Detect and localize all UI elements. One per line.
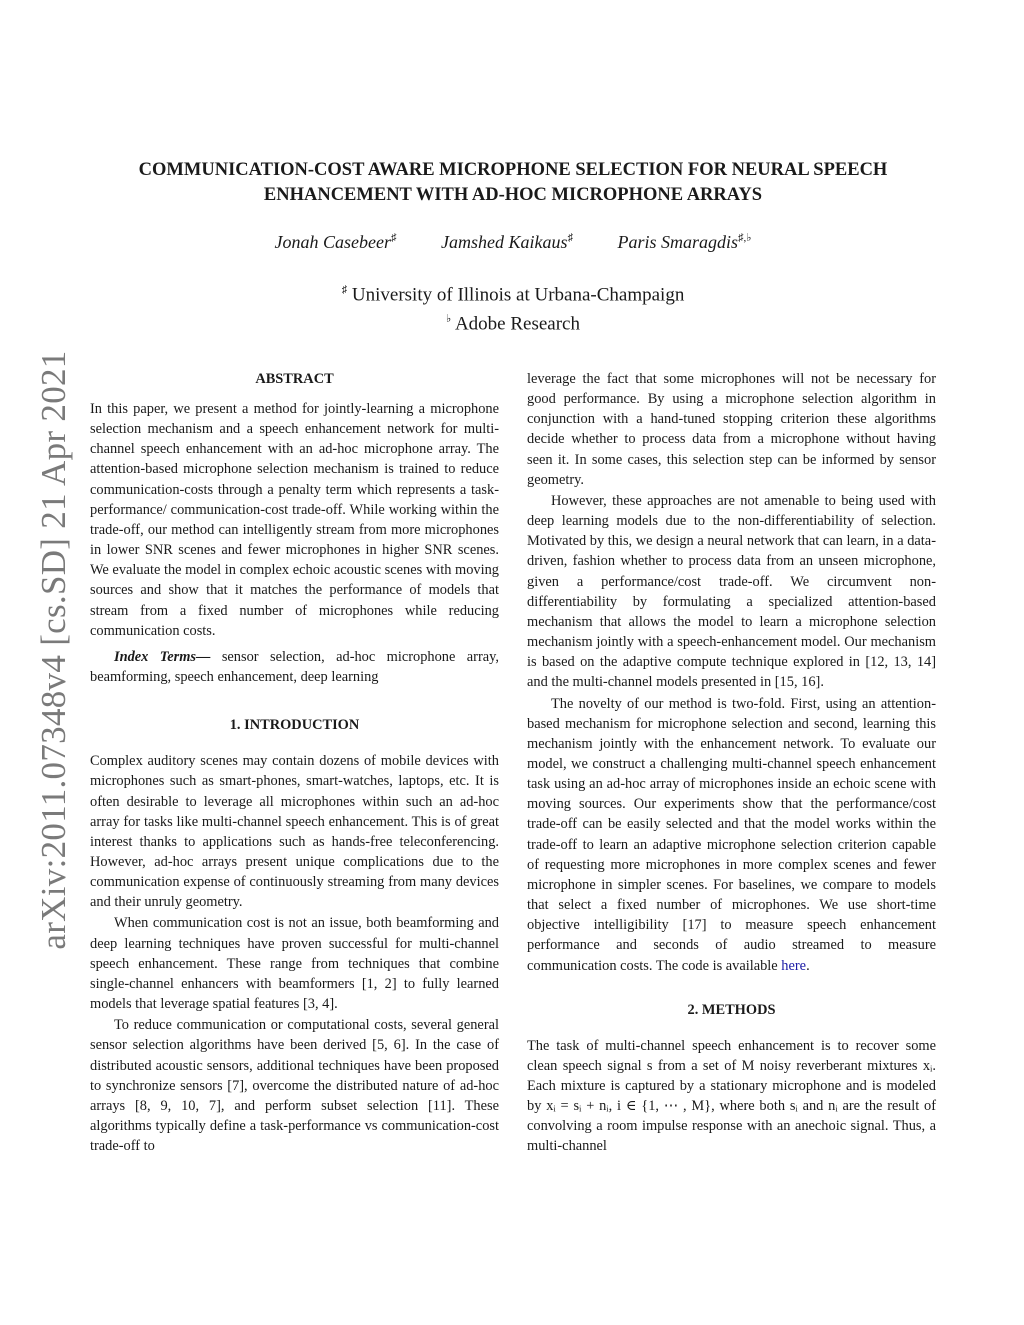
intro-paragraph: However, these approaches are not amenable to being used with deep learning models due to the non-differentiability of selection. Motivated by this, we design a neural network that can learn, in a data-driven, fashion whether to process data from an unseen microphone, given a performance/cost trade-off. We circumvent non-differentiability by formulating a specialized attention-based mechanism that allows the model to learn a microphone selection mechanism jointly with a speech-enhancement model. Our mechanism is based on the adaptive compute technique explored in [12, 13, 14] and the multi-channel models presented in [15, 16]. <box>527 492 936 691</box>
intro-paragraph: leverage the fact that some microphones will not be necessary for good performance. By using a microphone selection algorithm in conjunction with a hand-tuned stopping criterion these algorithms decide whether to process data from a microphone without having seen it. In some cases, this selection step can be informed by sensor geometry. <box>527 371 936 488</box>
intro-paragraph: To reduce communication or computational costs, several general sensor selection algorithms have been derived [5, 6]. In the case of distributed acoustic sensors, additional techniques have been proposed to synchronize sensors [7], overcome the distributed nature of ad-hoc arrays [8, 9, 10, 7], and perform subset selection [11]. These algorithms typically define a task-performance vs communication-cost trade-off to <box>90 1017 499 1155</box>
intro-paragraph-text: The novelty of our method is two-fold. First, using an attention-based mechanism for microphone selection and second, learning this mechanism jointly with the enhancement network. To evaluate our model, we construct a challenging multi-channel speech enhancement task using an ad-hoc array of microphones inside an echoic scene with moving sources. Our experiments show that the performance/cost trade-off can be easily selected and that the model works within the trade-off to learn an adaptive microphone selection criterion capable of requesting more microphones in more complex scenes and fewer microphone in simpler scenes. For baselines, we compare to models that select a fixed number of microphones. We use short-time objective intelligibility [17] to measure speech enhancement performance and seconds of audio streamed to measure communication costs. The code is available <box>527 695 936 974</box>
index-terms-label: Index Terms— <box>114 648 211 665</box>
affiliation-list <box>90 278 936 337</box>
title-line-2: ENHANCEMENT WITH AD-HOC MICROPHONE ARRAYS <box>263 185 763 205</box>
affiliation <box>90 307 936 336</box>
methods-heading: 2. METHODS <box>687 1001 776 1018</box>
intro-paragraph <box>527 694 936 976</box>
author-list <box>90 231 936 253</box>
index-terms-text: sensor selection, ad-hoc microphone array, beamforming, speech enhancement, deep learning <box>90 648 500 686</box>
affiliation-mark: ♭ <box>446 313 452 326</box>
author <box>275 232 397 253</box>
author-name: Jamshed Kaikaus <box>441 232 568 252</box>
author-name: Jonah Casebeer <box>274 232 392 252</box>
author <box>618 231 752 253</box>
title-line-1: COMMUNICATION-COST AWARE MICROPHONE SELECTION FOR NEURAL SPEECH <box>138 160 888 180</box>
author <box>441 232 573 253</box>
intro-paragraph: When communication cost is not an issue, both beamforming and deep learning techniques have proven successful for multi-channel speech enhancement. These range from techniques that combine single-channel enhancers with beamformers [1, 2] to fully learned models that leverage spatial features [3, 4]. <box>90 915 499 1013</box>
affiliation-name: Adobe Research <box>454 313 580 335</box>
paper-title <box>90 158 936 208</box>
methods-paragraph: The task of multi-channel speech enhancement is to recover some clean speech signal s from a set of M noisy reverberant mixtures xᵢ. Each mixture is captured by a stationary microphone and is modeled by xᵢ = sᵢ + nᵢ, i ∈ {1, ⋯ , M}, where both sᵢ and nᵢ are the result of convolving a room impulse response with an anechoic signal. Thus, a multi-channel <box>527 1037 936 1155</box>
author-affiliation-mark: ♯,♭ <box>738 232 752 244</box>
index-terms <box>90 647 499 687</box>
abstract-heading: ABSTRACT <box>255 371 334 387</box>
code-link[interactable]: here <box>781 957 807 974</box>
arxiv-identifier[interactable]: arXiv:2011.07348v4 [cs.SD] 21 Apr 2021 <box>34 350 73 950</box>
affiliation <box>90 278 936 307</box>
author-name: Paris Smaragdis <box>617 232 739 252</box>
author-affiliation-mark: ♯ <box>391 232 397 244</box>
intro-paragraph-end: . <box>806 957 810 974</box>
affiliation-name: University of Illinois at Urbana-Champaign <box>351 284 685 306</box>
right-column <box>527 369 936 1157</box>
abstract-text: In this paper, we present a method for jointly-learning a microphone selection mechanism and a speech enhancement network for multi-channel speech enhancement with an ad-hoc microphone array. The attention-based microphone selection mechanism is trained to reduce communication-costs through a penalty term which represents a task-performance/ communication-cost trade-off. While working within the trade-off, our method can intelligently stream from more microphones in lower SNR scenes and fewer microphones in higher SNR scenes. We evaluate the model in complex echoic acoustic scenes with moving sources and show that it matches the performance of models that stream from a fixed number of microphones while reducing communication costs. <box>90 401 499 639</box>
arxiv-identifier-margin <box>31 270 77 1030</box>
affiliation-mark: ♯ <box>341 284 348 296</box>
author-affiliation-mark: ♯ <box>567 232 573 244</box>
introduction-heading: 1. INTRODUCTION <box>229 717 360 734</box>
intro-paragraph: Complex auditory scenes may contain dozens of mobile devices with microphones such as smart-phones, smart-watches, laptops, etc. It is often desirable to leverage all microphones within such an ad-hoc array for tasks like multi-channel speech enhancement. This is of great interest thanks to applications such as hands-free teleconferencing. However, ad-hoc arrays present unique complications due to the communication expense of continuously streaming from many devices and their unruly geometry. <box>90 753 499 911</box>
left-column <box>90 369 499 1156</box>
